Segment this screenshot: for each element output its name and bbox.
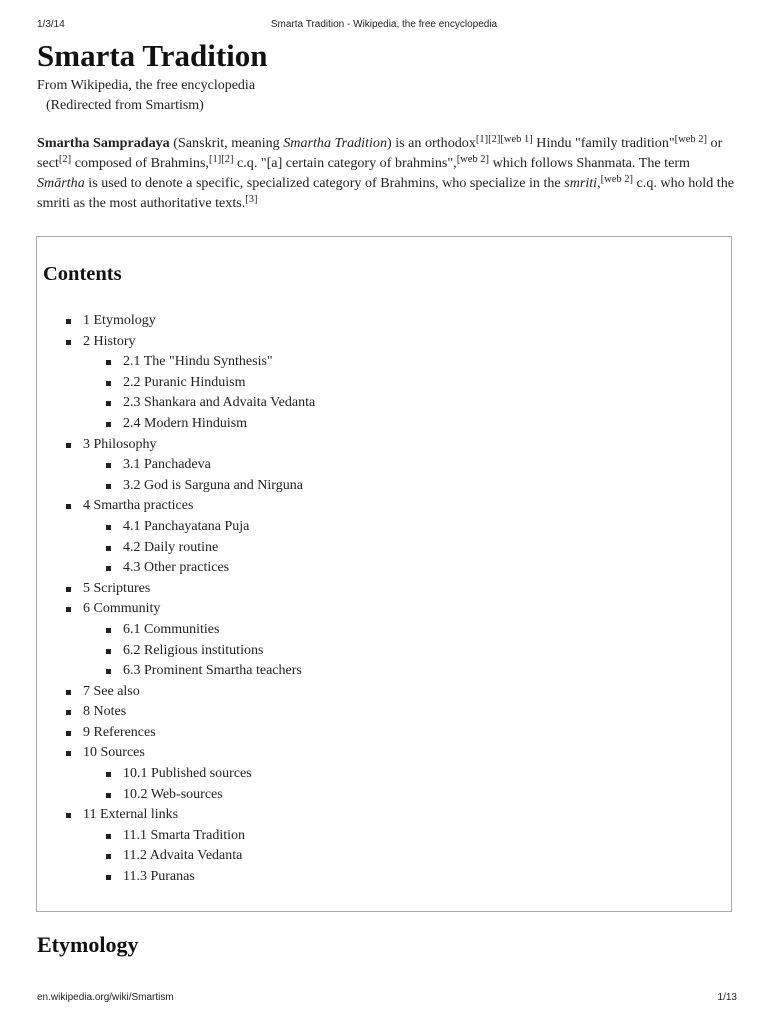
intro-text: (Sanskrit, meaning bbox=[169, 135, 284, 151]
toc-item[interactable]: 10.1 Published sources bbox=[37, 764, 315, 785]
intro-text: c.q. "[a] certain category of brahmins", bbox=[233, 155, 457, 171]
intro-paragraph bbox=[37, 133, 737, 213]
intro-text: ) is an orthodox bbox=[387, 135, 476, 151]
citation-link[interactable]: [web 1] bbox=[500, 134, 533, 145]
citation-link[interactable]: [1] bbox=[208, 154, 222, 165]
intro-italic-word: smriti bbox=[564, 175, 598, 191]
toc-item[interactable]: 3.1 Panchadeva bbox=[37, 455, 315, 476]
toc-item[interactable]: 4.1 Panchayatana Puja bbox=[37, 517, 315, 538]
print-page-title: Smarta Tradition - Wikipedia, the free encyclopedia bbox=[270, 19, 498, 30]
toc-item[interactable]: 3 Philosophy bbox=[37, 435, 315, 456]
citation-link[interactable]: [1] bbox=[475, 134, 489, 145]
intro-term-italic: Smartha Tradition bbox=[283, 135, 388, 151]
print-header bbox=[0, 19, 768, 33]
intro-text: c.q. who hold the smriti as the most authoritative texts. bbox=[37, 175, 735, 211]
redirect-note: (Redirected from Smartism) bbox=[46, 98, 204, 113]
intro-italic-word: Smārtha bbox=[37, 175, 85, 191]
intro-text: , bbox=[597, 175, 601, 191]
table-of-contents bbox=[36, 236, 732, 912]
toc-item[interactable]: 11.2 Advaita Vedanta bbox=[37, 846, 315, 867]
intro-term: Smartha Sampradaya bbox=[37, 135, 170, 151]
toc-item[interactable]: 2.4 Modern Hinduism bbox=[37, 414, 315, 435]
citation-link[interactable]: [2] bbox=[488, 134, 501, 145]
print-footer bbox=[0, 992, 768, 1006]
intro-text: is used to denote a specific, specialized category of Brahmins, who specialize in the bbox=[84, 175, 565, 191]
toc-item[interactable]: 10.2 Web-sources bbox=[37, 785, 315, 806]
toc-item[interactable]: 6 Community bbox=[37, 599, 315, 620]
toc-item[interactable]: 11 External links bbox=[37, 805, 315, 826]
citation-link[interactable]: [web 2] bbox=[600, 174, 634, 185]
citation-link[interactable]: [3] bbox=[245, 194, 258, 205]
toc-item[interactable]: 6.1 Communities bbox=[37, 620, 315, 641]
toc-item[interactable]: 10 Sources bbox=[37, 743, 315, 764]
toc-item[interactable]: 4.2 Daily routine bbox=[37, 538, 315, 559]
toc-item[interactable]: 2.1 The "Hindu Synthesis" bbox=[37, 352, 315, 373]
toc-item[interactable]: 11.3 Puranas bbox=[37, 867, 315, 888]
article-tagline: From Wikipedia, the free encyclopedia bbox=[37, 78, 256, 93]
toc-item[interactable]: 2 History bbox=[37, 332, 315, 353]
intro-text: Hindu "family tradition" bbox=[532, 135, 675, 151]
page-number: 1/13 bbox=[717, 992, 737, 1003]
print-date: 1/3/14 bbox=[37, 19, 65, 30]
toc-item[interactable]: 8 Notes bbox=[37, 702, 315, 723]
intro-text: composed of Brahmins, bbox=[71, 155, 209, 171]
toc-item[interactable]: 5 Scriptures bbox=[37, 579, 315, 600]
citation-link[interactable]: [web 2] bbox=[456, 154, 490, 165]
page-url: en.wikipedia.org/wiki/Smartism bbox=[37, 992, 174, 1003]
article-title: Smarta Tradition bbox=[37, 38, 268, 73]
toc-list bbox=[37, 311, 315, 888]
toc-item[interactable]: 1 Etymology bbox=[37, 311, 315, 332]
toc-item[interactable]: 3.2 God is Sarguna and Nirguna bbox=[37, 476, 315, 497]
intro-text: or sect bbox=[37, 135, 723, 171]
citation-link[interactable]: [2] bbox=[221, 154, 234, 165]
section-heading-etymology: Etymology bbox=[37, 932, 139, 957]
intro-text: which follows Shanmata. The term bbox=[489, 155, 690, 171]
citation-link[interactable]: [2] bbox=[58, 154, 72, 165]
toc-item[interactable]: 2.3 Shankara and Advaita Vedanta bbox=[37, 393, 315, 414]
toc-item[interactable]: 11.1 Smarta Tradition bbox=[37, 826, 315, 847]
toc-item[interactable]: 2.2 Puranic Hinduism bbox=[37, 373, 315, 394]
citation-link[interactable]: [web 2] bbox=[674, 134, 707, 145]
toc-item[interactable]: 4 Smartha practices bbox=[37, 496, 315, 517]
toc-item[interactable]: 9 References bbox=[37, 723, 315, 744]
toc-title: Contents bbox=[43, 263, 122, 285]
toc-item[interactable]: 6.2 Religious institutions bbox=[37, 641, 315, 662]
toc-item[interactable]: 7 See also bbox=[37, 682, 315, 703]
toc-item[interactable]: 6.3 Prominent Smartha teachers bbox=[37, 661, 315, 682]
toc-item[interactable]: 4.3 Other practices bbox=[37, 558, 315, 579]
